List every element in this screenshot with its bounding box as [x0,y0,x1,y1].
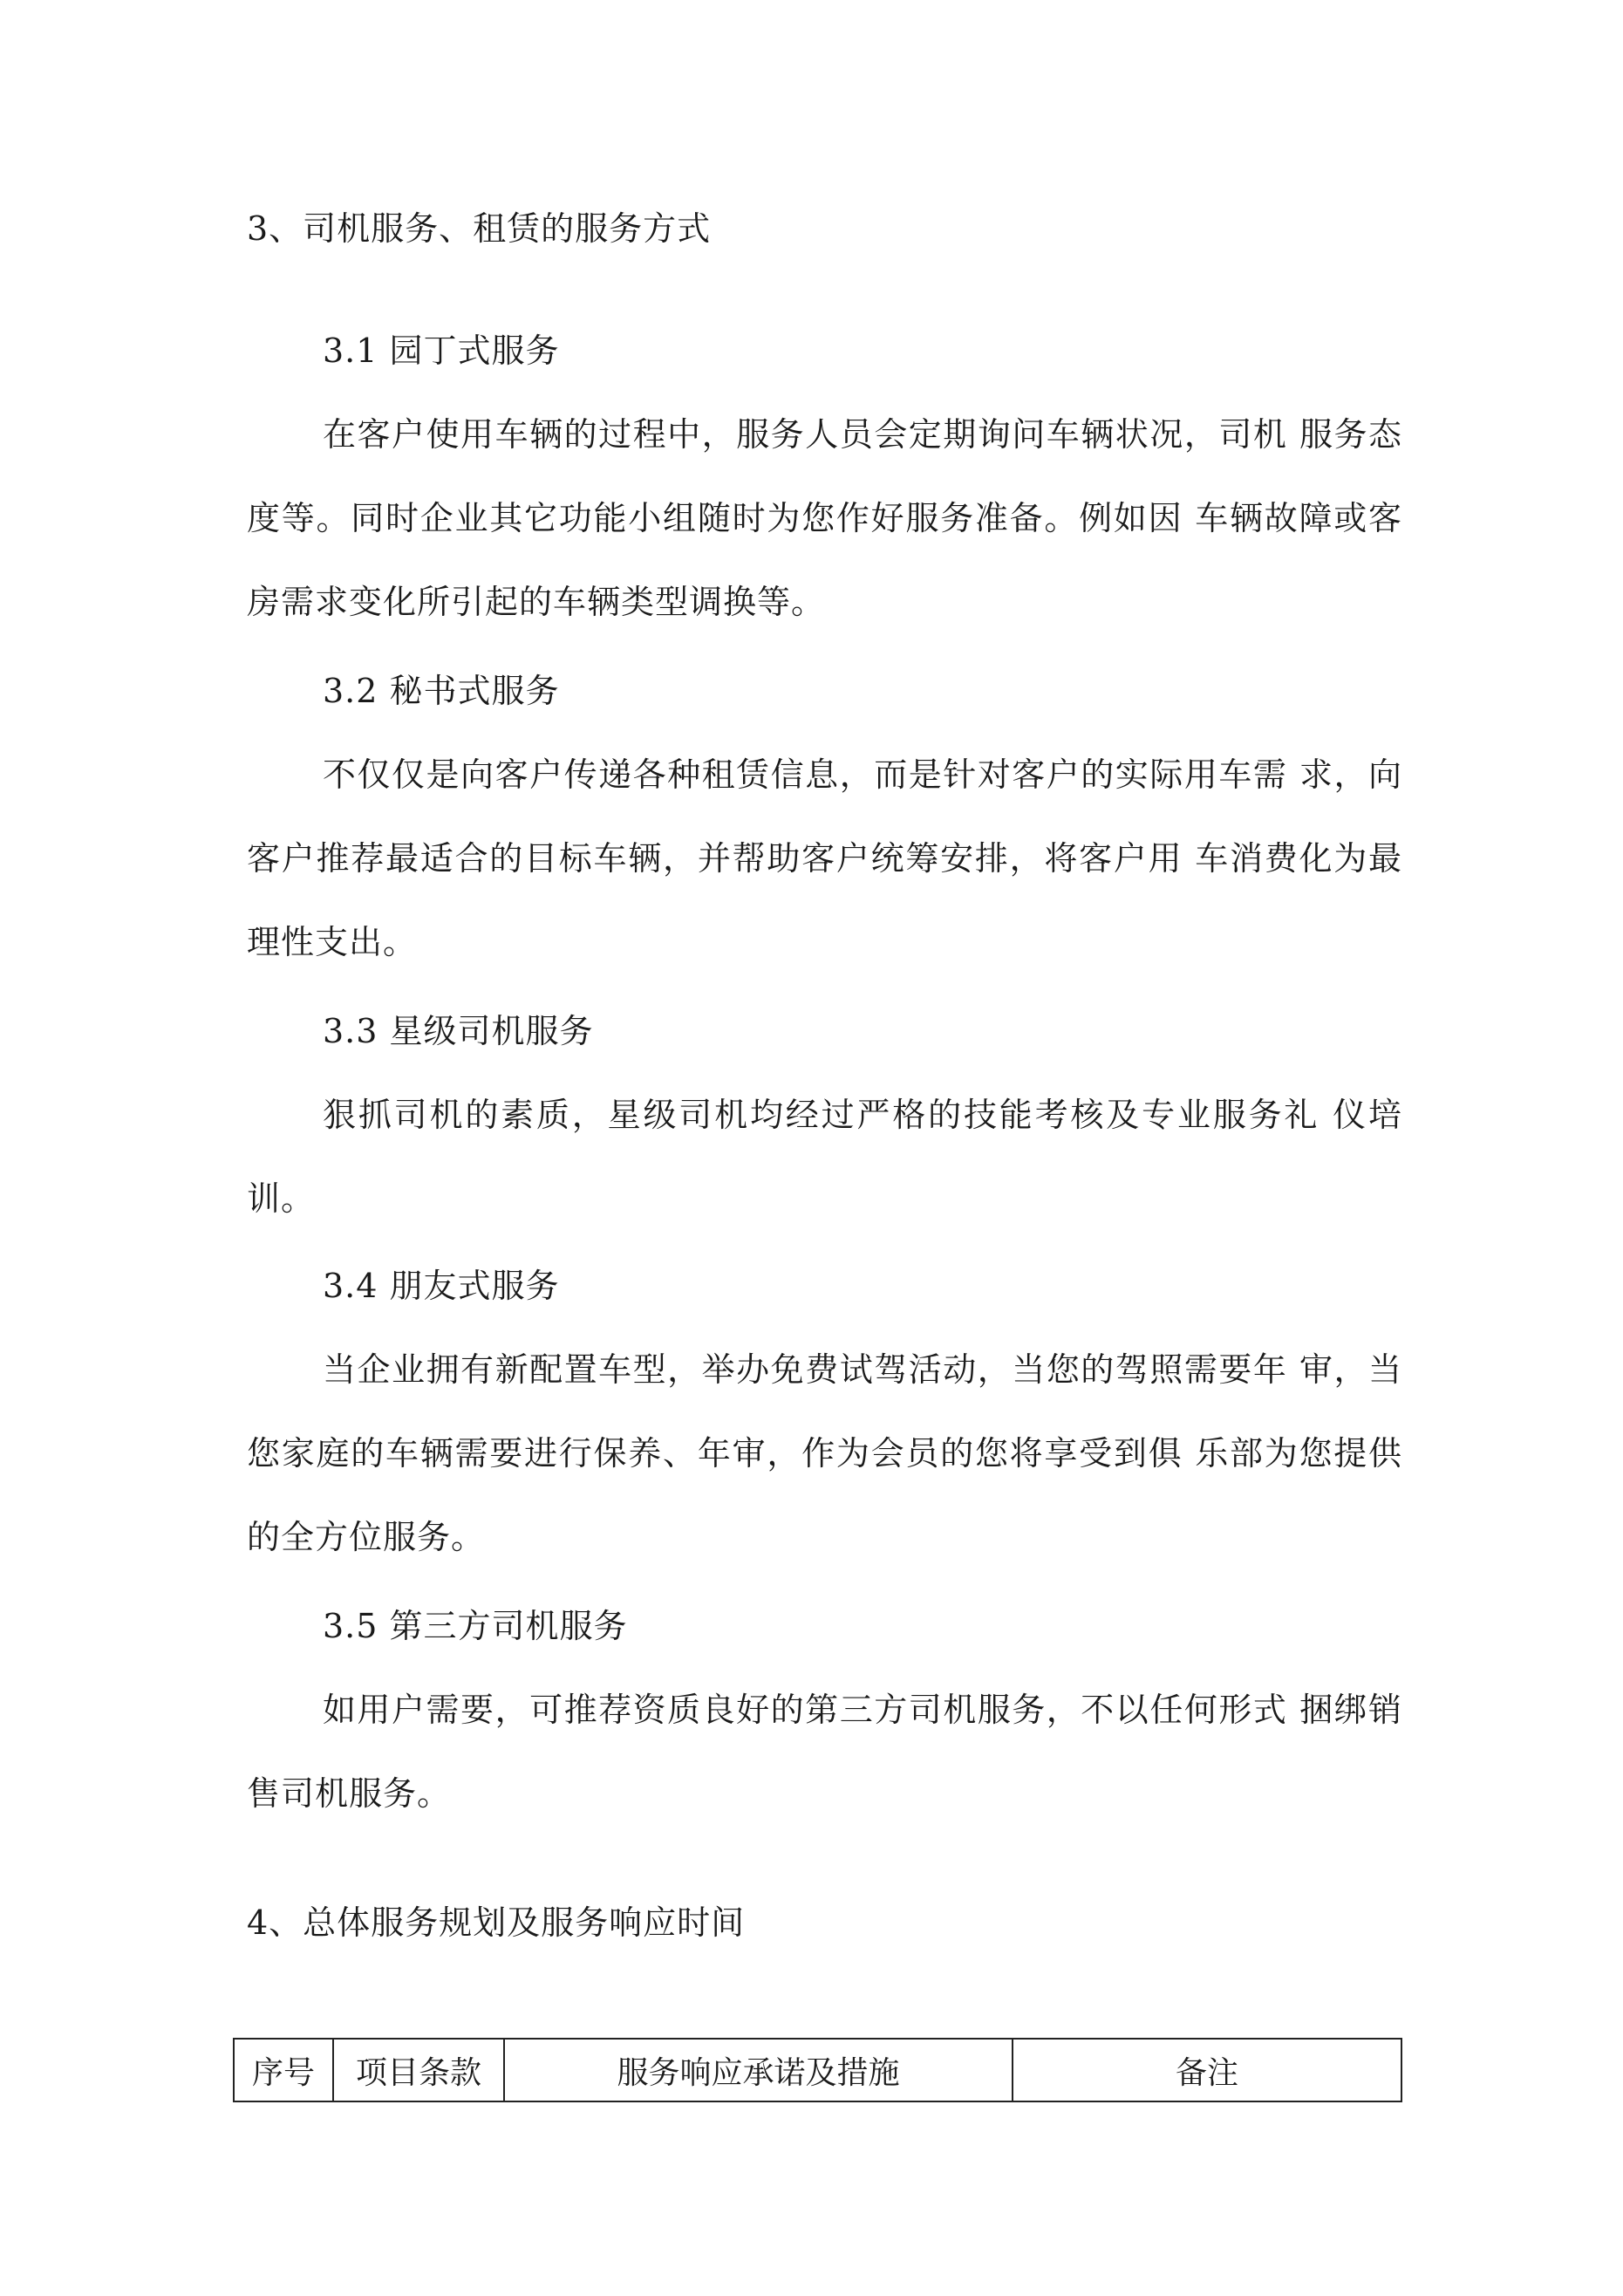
subsection-3-4-heading: 3.4 朋友式服务 [323,1267,560,1305]
subsection-3-4-paragraph: 当企业拥有新配置车型，举办免费试驾活动，当您的驾照需要年 审，当您家庭的车辆需要进行保养、年审，作为会员的您将享受到俱 乐部为您提供的全方位服务。 [247,1350,1402,1556]
subsection-3-3-paragraph: 狠抓司机的素质，星级司机均经过严格的技能考核及专业服务礼 仪培训。 [247,1096,1402,1218]
subsection-3-5-paragraph: 如用户需要，可推荐资质良好的第三方司机服务，不以任何形式 捆绑销售司机服务。 [247,1691,1402,1813]
service-table-header-row [233,2038,1402,2102]
subsection-3-2-paragraph: 不仅仅是向客户传递各种租赁信息，而是针对客户的实际用车需 求，向客户推荐最适合的目标车辆，并帮助客户统筹安排，将客户用 车消费化为最理性支出。 [247,755,1402,961]
section-3-title: 3、司机服务、租赁的服务方式 [247,209,712,248]
table-header-commitment: 服务响应承诺及措施 [505,2040,1013,2101]
table-header-index: 序号 [235,2040,334,2101]
subsection-3-3-heading: 3.3 星级司机服务 [323,1012,594,1050]
table-header-item: 项目条款 [334,2040,505,2101]
table-header-remarks: 备注 [1175,2054,1238,2091]
subsection-3-5-heading: 3.5 第三方司机服务 [323,1607,628,1645]
subsection-3-1-heading: 3.1 园丁式服务 [323,331,560,370]
subsection-3-1-paragraph: 在客户使用车辆的过程中，服务人员会定期询问车辆状况，司机 服务态度等。同时企业其它功能小组随时为您作好服务准备。例如因 车辆故障或客房需求变化所引起的车辆类型调换等。 [247,415,1402,621]
subsection-3-2-heading: 3.2 秘书式服务 [323,672,560,710]
section-4-title: 4、总体服务规划及服务响应时间 [247,1903,746,1942]
